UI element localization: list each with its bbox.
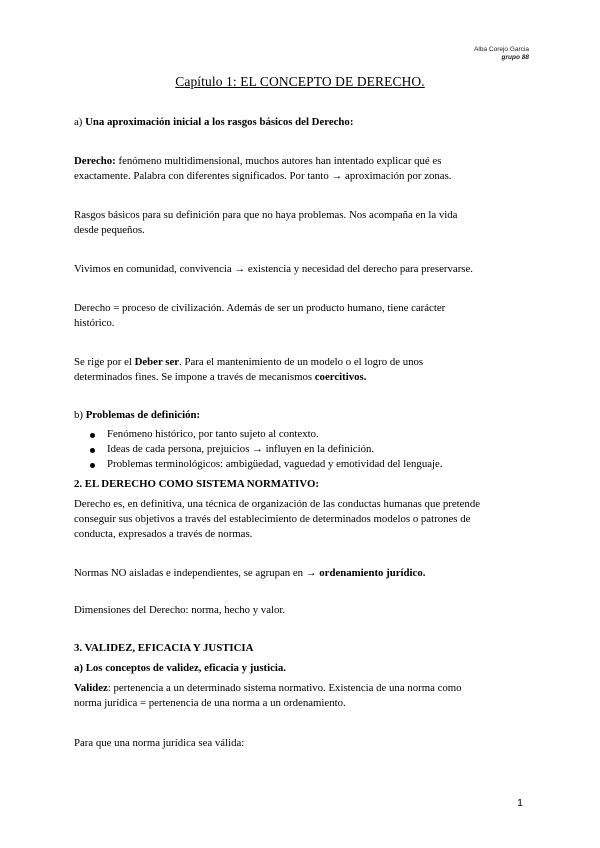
paragraph-norma-valida: Para que una norma jurídica sea válida: [74, 737, 245, 749]
paragraph-text: norma jurídica = pertenencia de una norma a un ordenamiento. [74, 697, 346, 709]
list-item-text: Fenómeno histórico, por tanto sujeto al contexto. [107, 428, 319, 440]
paragraph-text: Derecho es, en definitiva, una técnica de organización de las conductas humanas que pretende [74, 498, 481, 510]
paragraph-text: determinados fines. Se impone a través de mecanismos [74, 371, 315, 383]
section-b-prefix: b) [74, 409, 86, 421]
paragraph-text: fenómeno multidimensional, muchos autores han intentado explicar qué es [115, 155, 442, 167]
bullet-icon [90, 433, 95, 438]
term-derecho: Derecho: [74, 155, 116, 167]
bullet-icon [90, 448, 95, 453]
paragraph-text: Derecho = proceso de civilización. Además de ser un producto humano, tiene carácter [74, 302, 446, 314]
bullet-list [89, 427, 530, 472]
paragraph-text: exactamente. Palabra con diferentes significados. Por tanto → aproximación por zonas. [74, 170, 452, 182]
paragraph-ordenamiento [74, 566, 530, 581]
list-item-text: Problemas terminológicos: ambigüedad, vaguedad y emotividad del lenguaje. [107, 458, 443, 470]
paragraph-validez [74, 681, 530, 711]
paragraph-comunidad: Vivimos en comunidad, convivencia → existencia y necesidad del derecho para preservarse. [74, 263, 473, 275]
paragraph-sistema-normativo [74, 497, 530, 542]
section-2-heading: 2. EL DERECHO COMO SISTEMA NORMATIVO: [74, 478, 319, 490]
paragraph-text: : pertenencia a un determinado sistema normativo. Existencia de una norma como [107, 682, 462, 694]
section-a-heading [74, 115, 530, 130]
header-author: Alba Corejo Garcia [474, 46, 529, 53]
section-a-title: Una aproximación inicial a los rasgos básicos del Derecho: [85, 116, 354, 128]
section-b-title: Problemas de definición: [85, 409, 201, 421]
paragraph-text: conseguir sus objetivos a través del establecimiento de determinados modelos o patrones de [74, 513, 471, 525]
paragraph-text: histórico. [74, 317, 115, 329]
list-item-text: Ideas de cada persona, prejuicios → influyen en la definición. [107, 443, 375, 455]
section-3-subheading: a) Los conceptos de validez, eficacia y justicia. [74, 662, 287, 674]
header-group: grupo 88 [501, 54, 529, 61]
paragraph-text: conducta, expresados a través de normas. [74, 528, 253, 540]
paragraph-civilizacion [74, 301, 530, 331]
paragraph-text: Se rige por el [74, 356, 135, 368]
term-deber-ser: Deber ser [134, 356, 180, 368]
paragraph-text: desde pequeños. [74, 224, 145, 236]
paragraph-deber-ser [74, 355, 530, 385]
paragraph-text: Rasgos básicos para su definición para que no haya problemas. Nos acompaña en la vida [74, 209, 458, 221]
paragraph-text: Normas NO aisladas e independientes, se agrupan en → [74, 567, 320, 579]
section-a-prefix: a) [74, 116, 86, 128]
paragraph-rasgos [74, 208, 530, 238]
bullet-icon [90, 463, 95, 468]
paragraph-derecho [74, 154, 530, 184]
section-b-heading [74, 408, 530, 423]
page-number: 1 [517, 797, 523, 809]
paragraph-dimensiones: Dimensiones del Derecho: norma, hecho y valor. [74, 604, 286, 616]
term-coercitivos: coercitivos. [314, 371, 367, 383]
list-item [89, 457, 530, 472]
section-3-heading: 3. VALIDEZ, EFICACIA Y JUSTICIA [74, 642, 254, 654]
list-item [89, 427, 530, 442]
term-ordenamiento: ordenamiento jurídico. [319, 567, 426, 579]
term-validez: Validez [74, 682, 108, 694]
list-item [89, 442, 530, 457]
page-title: Capítulo 1: EL CONCEPTO DE DERECHO. [175, 74, 425, 89]
paragraph-text: . Para el mantenimiento de un modelo o el logro de unos [179, 356, 424, 368]
